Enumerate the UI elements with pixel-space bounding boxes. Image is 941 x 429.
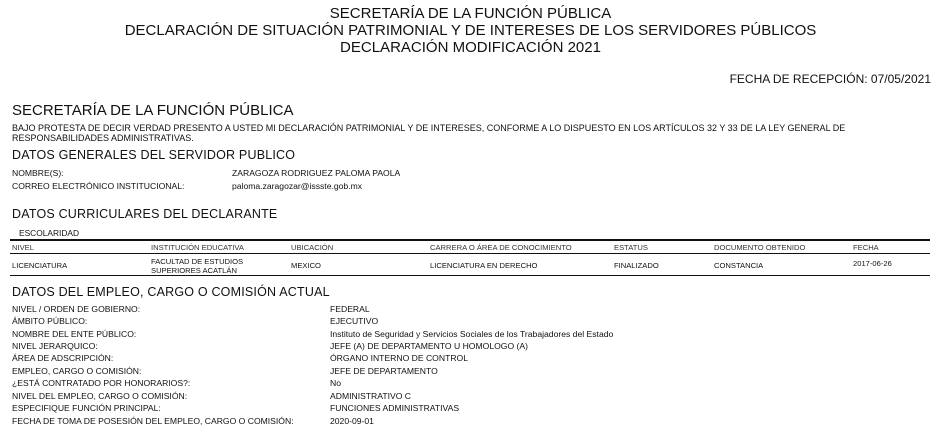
header-line-3: DECLARACIÓN MODIFICACIÓN 2021 [340, 39, 601, 56]
col-ubicacion: UBICACIÓN [291, 243, 334, 252]
cell-estatus: FINALIZADO [614, 261, 659, 270]
cell-documento: CONSTANCIA [714, 261, 764, 270]
nombre-value: ZARAGOZA RODRIGUEZ PALOMA PAOLA [232, 168, 401, 178]
correo-value: paloma.zaragozar@issste.gob.mx [232, 181, 363, 191]
col-estatus: ESTATUS [614, 243, 648, 252]
empleo-label-area: ÁREA DE ADSCRIPCIÓN: [12, 353, 114, 363]
empleo-title: DATOS DEL EMPLEO, CARGO O COMISIÓN ACTUAL [12, 285, 330, 299]
curriculares-title: DATOS CURRICULARES DEL DECLARANTE [12, 207, 278, 221]
cell-institucion: FACULTAD DE ESTUDIOS SUPERIORES ACATLÁN [151, 257, 244, 275]
empleo-value-nivel-empleo: ADMINISTRATIVO C [330, 391, 412, 401]
empleo-label-toma-posesion: FECHA DE TOMA DE POSESIÓN DEL EMPLEO, CARGO O COMISIÓN: [12, 416, 294, 426]
header-line-2: DECLARACIÓN DE SITUACIÓN PATRIMONIAL Y DE INTERESES DE LOS SERVIDORES PÚBLICOS [124, 22, 817, 39]
empleo-value-ambito: EJECUTIVO [330, 316, 379, 326]
escolaridad-label: ESCOLARIDAD [19, 228, 80, 238]
empleo-value-ente: Instituto de Seguridad y Servicios Sociales de los Trabajadores del Estado [330, 329, 614, 339]
nombre-label: NOMBRE(S): [12, 168, 64, 178]
empleo-value-toma-posesion: 2020-09-01 [330, 416, 374, 426]
cell-carrera: LICENCIATURA EN DERECHO [430, 261, 538, 270]
empleo-label-ambito: ÁMBITO PÚBLICO: [12, 316, 88, 326]
empleo-label-nivel-empleo: NIVEL DEL EMPLEO, CARGO O COMISIÓN: [12, 391, 188, 401]
datos-generales-title: DATOS GENERALES DEL SERVIDOR PUBLICO [12, 148, 296, 162]
intro-text: BAJO PROTESTA DE DECIR VERDAD PRESENTO A USTED MI DECLARACIÓN PATRIMONIAL Y DE INTERESES, CONFORME A LO DISPUESTO EN LOS ARTÍCULOS 32 Y 33 DE LA LEY GENERAL DE RESPONSABILIDADES ADMINISTRATIVAS. [12, 123, 846, 143]
fecha-recepcion: FECHA DE RECEPCIÓN: 07/05/2021 [729, 72, 931, 86]
cell-fecha: 2017-06-26 [853, 259, 892, 268]
empleo-value-nivel-jerarquico: JEFE (A) DE DEPARTAMENTO U HOMOLOGO (A) [330, 341, 528, 351]
table-top-rule [10, 239, 930, 241]
empleo-label-cargo: EMPLEO, CARGO O COMISIÓN: [12, 366, 142, 376]
empleo-label-funcion: ESPECIFIQUE FUNCIÓN PRINCIPAL: [12, 403, 161, 413]
cell-nivel: LICENCIATURA [12, 261, 68, 270]
cell-ubicacion: MEXICO [291, 261, 321, 270]
col-carrera: CARRERA O ÁREA DE CONOCIMIENTO [430, 243, 572, 252]
empleo-value-nivel-orden: FEDERAL [330, 304, 370, 314]
empleo-value-honorarios: No [330, 378, 341, 388]
section-title: SECRETARÍA DE LA FUNCIÓN PÚBLICA [12, 102, 294, 119]
col-nivel: NIVEL [12, 243, 34, 252]
col-documento: DOCUMENTO OBTENIDO [714, 243, 806, 252]
empleo-label-ente: NOMBRE DEL ENTE PÚBLICO: [12, 329, 137, 339]
empleo-value-area: ÓRGANO INTERNO DE CONTROL [330, 353, 468, 363]
col-institucion: INSTITUCIÓN EDUCATIVA [151, 243, 244, 252]
table-bottom-rule [10, 275, 930, 276]
correo-label: CORREO ELECTRÓNICO INSTITUCIONAL: [12, 181, 185, 191]
empleo-value-funcion: FUNCIONES ADMINISTRATIVAS [330, 403, 460, 413]
header-line-1: SECRETARÍA DE LA FUNCIÓN PÚBLICA [329, 5, 612, 22]
col-fecha: FECHA [853, 243, 879, 252]
empleo-label-honorarios: ¿ESTÁ CONTRATADO POR HONORARIOS?: [12, 378, 191, 388]
empleo-value-cargo: JEFE DE DEPARTAMENTO [330, 366, 438, 376]
empleo-label-nivel-orden: NIVEL / ORDEN DE GOBIERNO: [12, 304, 141, 314]
empleo-label-nivel-jerarquico: NIVEL JERARQUICO: [12, 341, 98, 351]
table-header-rule [10, 253, 930, 254]
